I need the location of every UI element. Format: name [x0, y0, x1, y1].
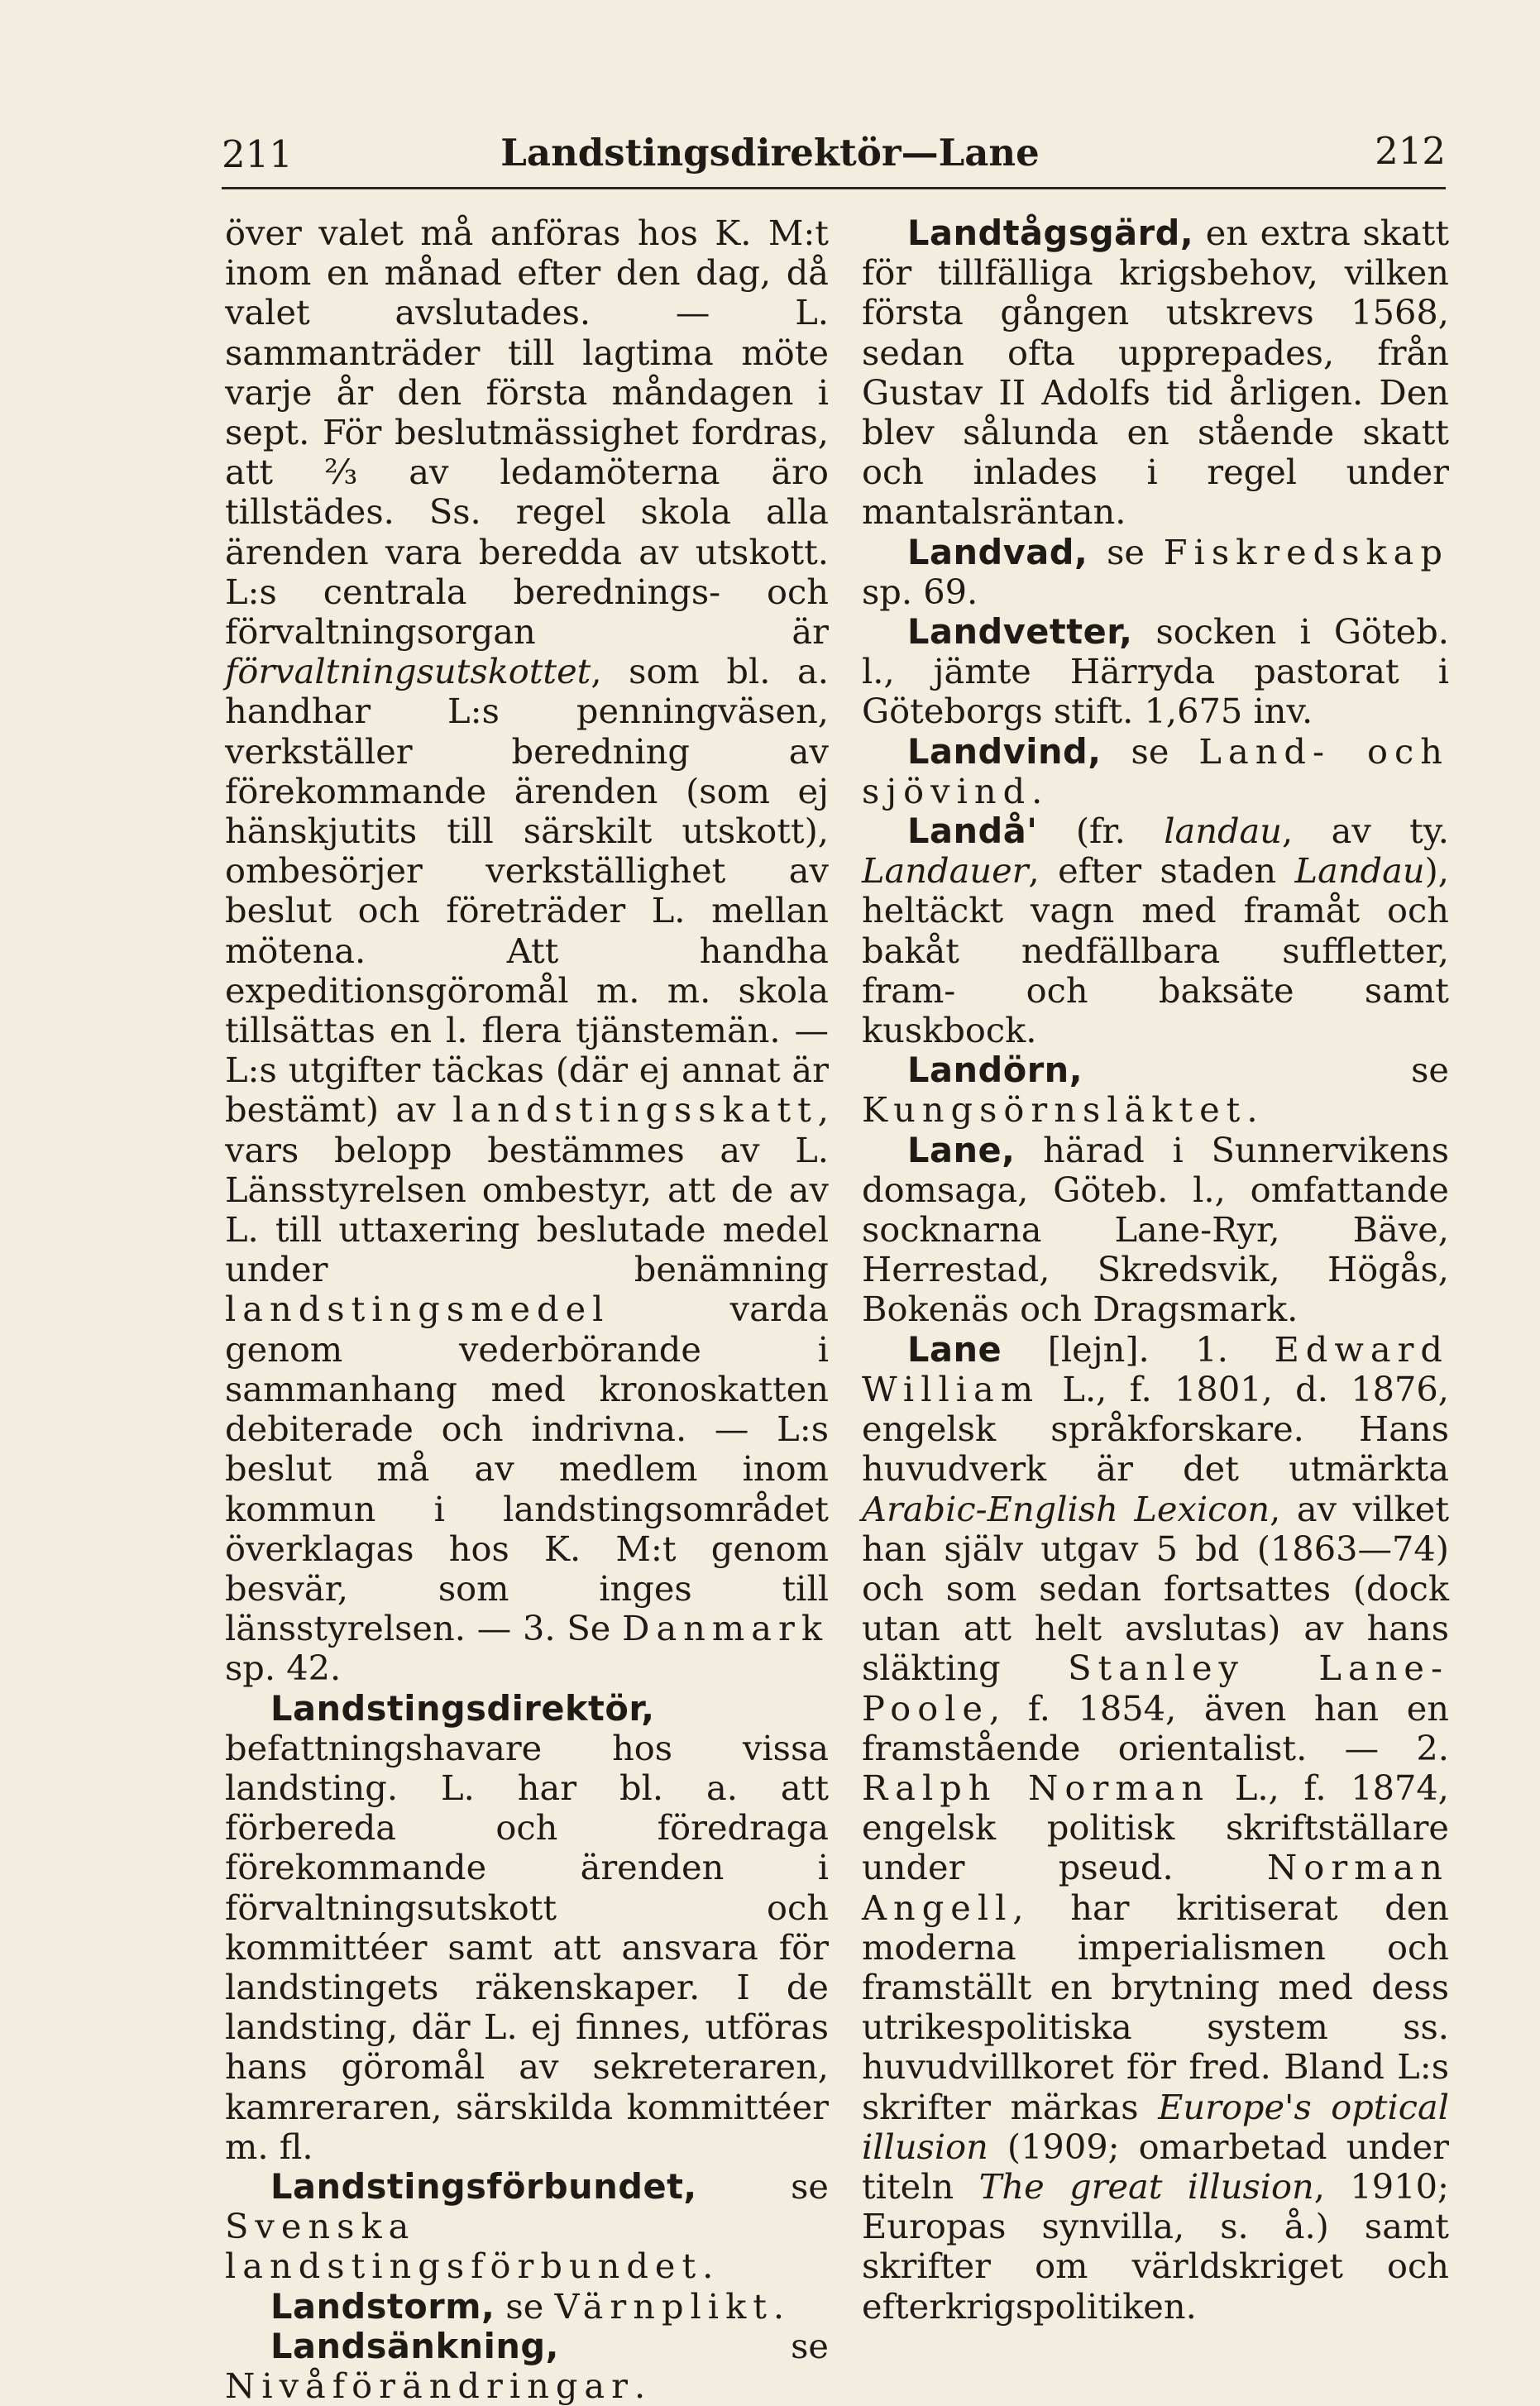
entry-lane-harad	[862, 1131, 1449, 1330]
page-number-right: 212	[1375, 129, 1446, 173]
entry-lane-person	[862, 1330, 1449, 2327]
headword: Landsänkning,	[270, 2325, 559, 2366]
entry-text: sp. 42.	[225, 1648, 342, 1689]
spaced-term: landstingsskatt	[452, 1089, 818, 1131]
left-column	[225, 213, 829, 2406]
entry-text: (1909; omarbetad under titeln	[862, 2126, 1449, 2207]
cross-reference: Nivåförändringar	[225, 2365, 634, 2406]
spaced-term: Ralph Norman	[862, 1767, 1211, 1808]
entry-text: , av vilket han själv utgav 5 bd (1863—74) och som sedan fortsattes (dock utan att helt avslutas) av hans släkting	[862, 1488, 1449, 1689]
entry-text: sp. 69.	[862, 571, 978, 612]
right-column	[862, 213, 1449, 2327]
entry-landvad	[862, 533, 1449, 612]
running-title: Landstingsdirektör—Lane	[500, 131, 1040, 175]
entry-text: .	[702, 2246, 714, 2287]
running-header	[0, 122, 1540, 180]
entry-text: se	[1083, 1050, 1449, 1091]
emphasis: The great illusion	[978, 2165, 1314, 2207]
cross-reference: Land- och sjövind	[862, 730, 1449, 811]
entry-text: , 1910; Europas synvilla, s. å.) samt skrifter om världskriget och efterkrigspolitiken.	[862, 2165, 1449, 2327]
entry-landsankning	[225, 2327, 829, 2406]
headword: Landvetter,	[907, 611, 1133, 653]
entry-text: .	[1031, 770, 1043, 811]
entry-text: varda genom vederbörande i sammanhang med kronoskatten debiterade och indrivna. — L:s beslut må av medlem inom kommun i landstingsområdet överklagas hos K. M:t genom besvär, som inges till länsstyrelsen. — 3. Se	[225, 1289, 829, 1649]
cross-reference: Värnplikt	[554, 2285, 773, 2327]
entry-text: härad i Sunnervikens domsaga, Göteb. l., omfattande socknarna Lane-Ryr, Bäve, Herrestad, Skredsvik, Högås, Bokenäs och Dragsmark.	[862, 1129, 1449, 1330]
entry-text: en extra skatt för tillfälliga krigsbehov, vilken första gången utskrevs 1568, sedan ofta upprepades, från Gustav II Adolfs tid årligen. Den blev sålunda en stående skatt och inlades i regel under mantalsräntan.	[862, 213, 1449, 533]
entry-text: , som bl. a. handhar L:s penningväsen, verkställer beredning av förekommande ärenden (som ej hänskjutits till särskilt utskott), ombesörjer verkställighet av beslut och företräder L. mellan mötena. Att handha expeditionsgöromål m. m. skola tillsättas en l. flera tjänstemän. — L:s utgifter täckas (där ej annat är bestämt) av	[225, 651, 829, 1131]
entry-text: se	[696, 2165, 829, 2207]
headword: Landstingsdirektör,	[270, 1687, 655, 1729]
entry-text: (fr.	[1037, 811, 1165, 852]
entry-landstingsforbundet	[225, 2167, 829, 2287]
spaced-term: Norman Angell	[862, 1847, 1449, 1928]
cross-reference: Fiskredskap	[1163, 531, 1449, 572]
cross-reference: Svenska landstingsförbundet	[225, 2206, 703, 2287]
entry-text: .	[634, 2365, 646, 2406]
headword: Lane,	[907, 1129, 1016, 1170]
entry-landstingsdirektor	[225, 1689, 829, 2167]
entry-text: .	[772, 2285, 785, 2327]
entry-text: , har kritiserat den moderna imperialismen och framställt en brytning med dess utrikespolitiska system ss. huvudvillkoret för fred. Bland L:s skrifter märkas	[862, 1887, 1449, 2127]
entry-text: socken i Göteb. l., jämte Härryda pastorat i Göteborgs stift. 1,675 inv.	[862, 611, 1449, 732]
entry-continuation	[225, 213, 829, 1689]
header-rule	[222, 187, 1446, 189]
entry-landstorm	[225, 2287, 829, 2327]
entry-text: , f. 1854, även han en framstående orientalist. — 2.	[862, 1687, 1449, 1768]
headword: Landstingsförbundet,	[270, 2165, 697, 2207]
entry-landtagsgard	[862, 213, 1449, 533]
page-number-left: 211	[222, 132, 293, 176]
headword: Lane	[907, 1328, 1002, 1370]
headword: Landå'	[907, 811, 1038, 852]
entry-text: se	[495, 2285, 555, 2327]
cross-reference: Kungsörnsläktet	[862, 1089, 1247, 1131]
entry-text: se	[1101, 730, 1199, 772]
entry-text: .	[1246, 1089, 1258, 1131]
entry-text: L., f. 1801, d. 1876, engelsk språkforskare. Hans huvudverk är det utmärkta	[862, 1368, 1449, 1490]
emphasis: Landauer	[862, 850, 1029, 892]
entry-text: ), heltäckt vagn med framåt och bakåt nedfällbara suffletter, fram- och baksäte samt kuskbock.	[862, 850, 1449, 1051]
emphasis: förvaltningsutskottet	[225, 651, 591, 692]
entry-text: , vars belopp bestämmes av L. Länsstyrelsen ombestyr, att de av L. till uttaxering beslutade medel under benämning	[225, 1089, 829, 1290]
entry-text: , efter staden	[1028, 850, 1295, 892]
emphasis: Landau	[1294, 850, 1425, 892]
emphasis: Arabic-English Lexicon	[862, 1488, 1270, 1529]
spaced-term: landstingsmedel	[225, 1289, 610, 1330]
entry-text: L., f. 1874, engelsk politisk skriftställare under pseud.	[862, 1767, 1449, 1888]
headword: Landstorm,	[270, 2285, 495, 2327]
entry-text: se	[1088, 531, 1164, 572]
entry-text: över valet må anföras hos K. M:t inom en månad efter den dag, då valet avslutades. — L. sammanträder till lagtima möte varje år den första måndagen i sept. För beslutmässighet fordras, att ⅔ av ledamöterna äro tillstädes. Ss. regel skola alla ärenden vara beredda av utskott. L:s centrala berednings- och förvaltningsorgan är	[225, 213, 829, 653]
entry-landorn	[862, 1050, 1449, 1130]
entry-text: se	[558, 2325, 829, 2366]
entry-text: [lejn]. 1.	[1002, 1328, 1275, 1370]
entry-landa	[862, 811, 1449, 1050]
headword: Landörn,	[907, 1050, 1083, 1091]
spaced-term: Stanley Lane-Poole	[862, 1648, 1449, 1729]
headword: Landvind,	[907, 730, 1102, 772]
entry-text: , av ty.	[1282, 811, 1449, 852]
headword: Landvad,	[907, 531, 1088, 572]
emphasis: landau	[1164, 811, 1283, 852]
emphasis: Europe's optical illusion	[862, 2086, 1449, 2167]
spaced-term: Edward William	[862, 1328, 1449, 1409]
entry-landvind	[862, 732, 1449, 811]
headword: Landtågsgärd,	[907, 213, 1194, 253]
entry-landvetter	[862, 612, 1449, 732]
cross-reference: Danmark	[622, 1608, 829, 1649]
entry-text: befattningshavare hos vissa landsting. L. har bl. a. att förbereda och föredraga förekommande ärenden i förvaltningsutskott och kommittéer samt att ansvara för landstingets räkenskaper. I de landsting, där L. ej finnes, utföras hans göromål av sekreteraren, kamreraren, särskilda kommittéer m. fl.	[225, 1727, 829, 2167]
